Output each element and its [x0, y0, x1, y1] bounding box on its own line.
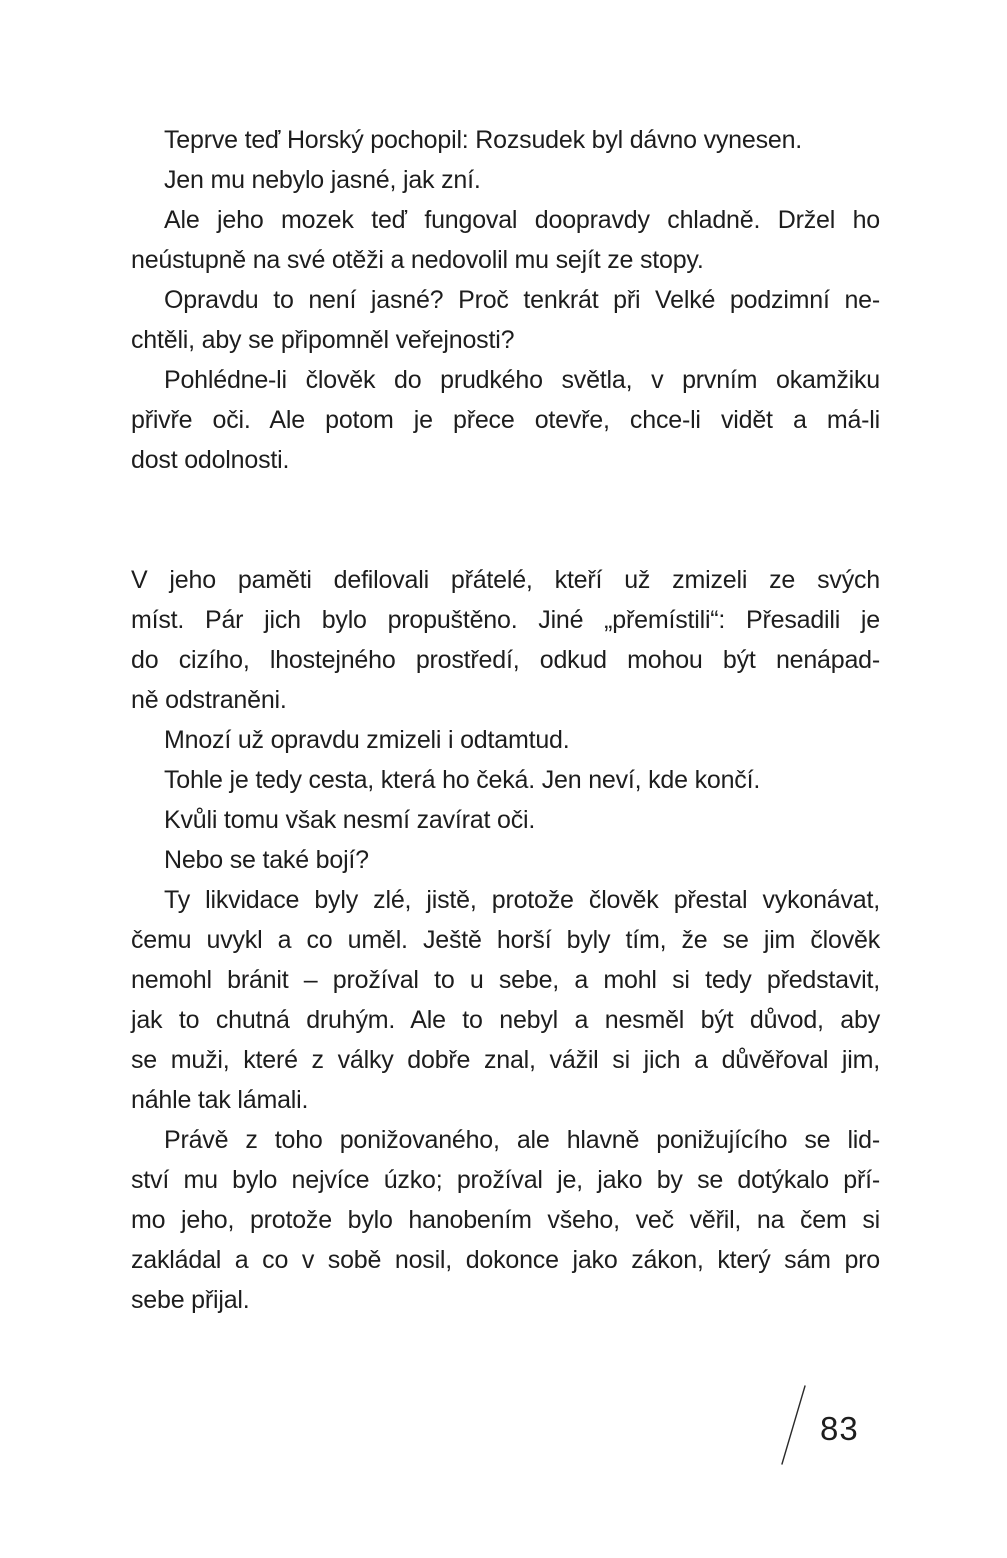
text-line: mo jeho, protože bylo hanobením všeho, več věřil, na čem si [131, 1206, 880, 1234]
text-line: Tohle je tedy cesta, která ho čeká. Jen neví, kde končí. [164, 766, 761, 794]
text-line: Pohlédne-li člověk do prudkého světla, v prvním okamžiku [164, 366, 880, 394]
text-line: Ty likvidace byly zlé, jistě, protože člověk přestal vykonávat, [164, 886, 880, 914]
paragraph [131, 760, 880, 800]
text-line: míst. Pár jich bylo propuštěno. Jiné „přemístili“: Přesadili je [131, 606, 880, 634]
text-line: Kvůli tomu však nesmí zavírat oči. [164, 806, 536, 834]
text-line: V jeho paměti defilovali přátelé, kteří už zmizeli ze svých [131, 566, 880, 594]
text-line: zakládal a co v sobě nosil, dokonce jako zákon, který sám pro [131, 1246, 880, 1274]
text-line: ství mu bylo nejvíce úzko; prožíval je, jako by se dotýkalo pří- [131, 1166, 880, 1194]
slash-mark [777, 1383, 809, 1467]
text-line: sebe přijal. [131, 1286, 250, 1314]
paragraph [131, 880, 880, 1120]
text-line: ně odstraněni. [131, 686, 287, 714]
page-number: 83 [820, 1410, 859, 1447]
text-section-1 [131, 120, 880, 480]
body-text [131, 120, 880, 1320]
text-line: Opravdu to není jasné? Proč tenkrát při Velké podzimní ne- [164, 286, 880, 314]
paragraph [131, 800, 880, 840]
text-line: nemohl bránit – prožíval to u sebe, a mohl si tedy představit, [131, 966, 880, 994]
text-line: Jen mu nebylo jasné, jak zní. [164, 166, 481, 194]
text-line: čemu uvykl a co uměl. Ještě horší byly tím, že se jim člověk [131, 926, 880, 954]
text-line: přivře oči. Ale potom je přece otevře, chce-li vidět a má-li [131, 406, 880, 434]
text-line: chtěli, aby se připomněl veřejnosti? [131, 326, 515, 354]
paragraph [131, 280, 880, 360]
text-section-2 [131, 560, 880, 1320]
paragraph [131, 160, 880, 200]
paragraph [131, 200, 880, 280]
text-line: Právě z toho ponižovaného, ale hlavně ponižujícího se lid- [164, 1126, 880, 1154]
text-line: Teprve teď Horský pochopil: Rozsudek byl dávno vynesen. [164, 126, 803, 154]
text-line: jak to chutná druhým. Ale to nebyl a nesměl být důvod, aby [131, 1006, 880, 1034]
paragraph [131, 1120, 880, 1320]
text-line: neústupně na své otěži a nedovolil mu sejít ze stopy. [131, 246, 704, 274]
paragraph [131, 120, 880, 160]
text-line: do cizího, lhostejného prostředí, odkud mohou být nenápad- [131, 646, 880, 674]
text-line: Mnozí už opravdu zmizeli i odtamtud. [164, 726, 570, 754]
text-line: Nebo se také bojí? [164, 846, 369, 874]
paragraph [131, 560, 880, 720]
paragraph [131, 840, 880, 880]
paragraph [131, 720, 880, 760]
paragraph [131, 360, 880, 480]
text-line: Ale jeho mozek teď fungoval doopravdy chladně. Držel ho [164, 206, 880, 234]
text-line: dost odolnosti. [131, 446, 290, 474]
text-line: náhle tak lámali. [131, 1086, 309, 1114]
text-line: se muži, které z války dobře znal, vážil si jich a důvěřoval jim, [131, 1046, 880, 1074]
